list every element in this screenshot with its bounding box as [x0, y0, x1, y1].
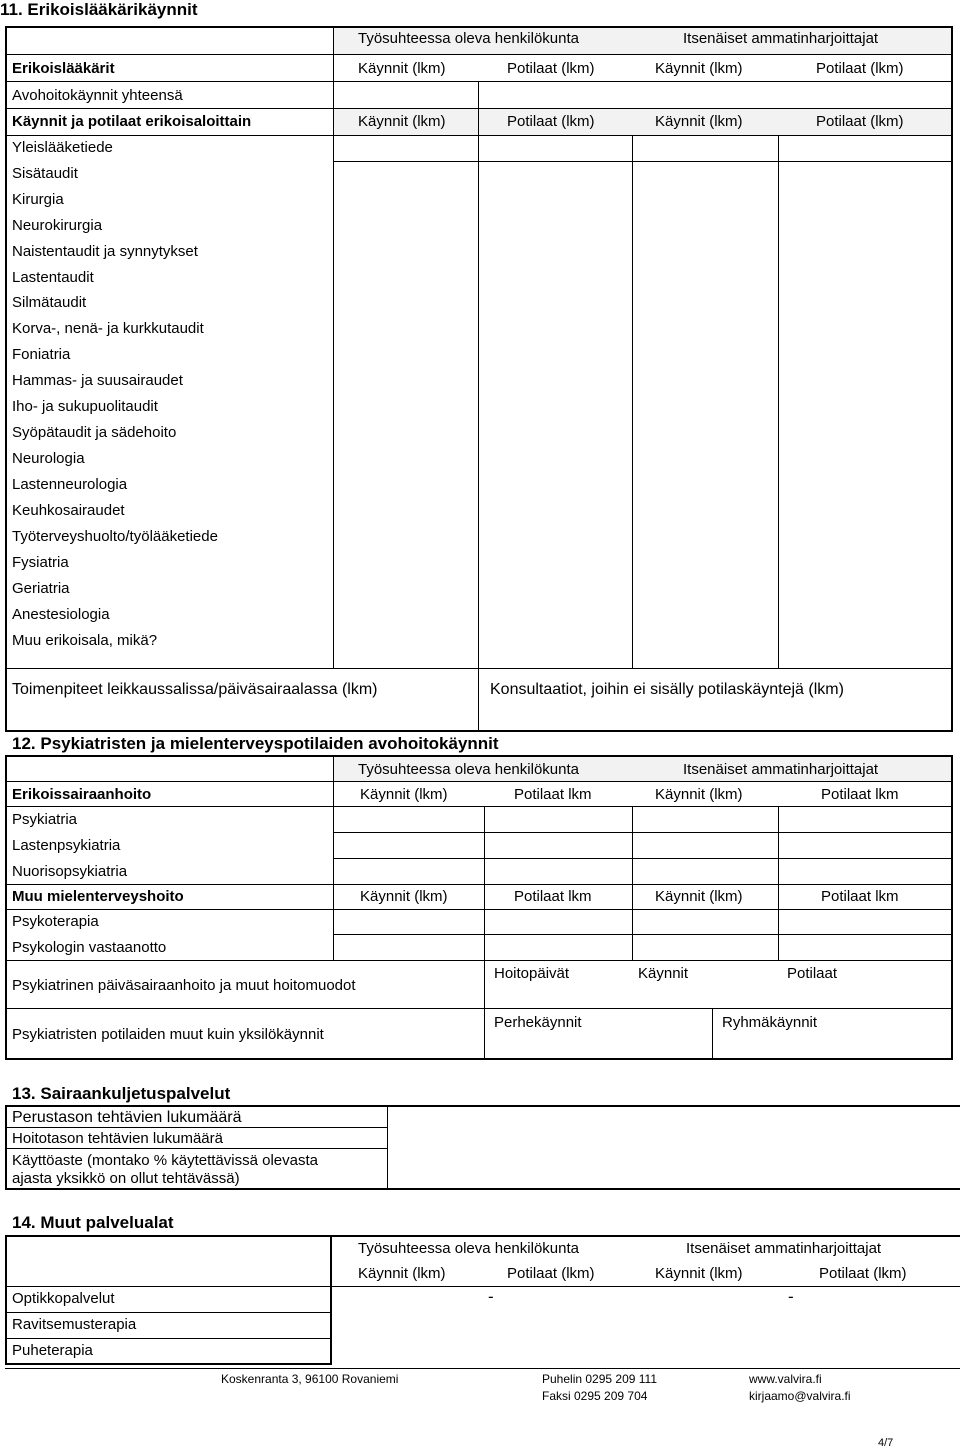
table-border-bottom: [5, 1058, 953, 1060]
row-rule: [6, 1338, 331, 1339]
col-rule: [632, 806, 633, 960]
procedures-label: Toimenpiteet leikkaussalissa/päiväsairaalassa (lkm): [12, 681, 378, 698]
specialty-label: Lastentaudit: [12, 269, 94, 286]
row-rule: [6, 960, 951, 961]
table-border-left: [5, 26, 7, 732]
section-11-title: 11. Erikoislääkärikäynnit: [0, 0, 198, 19]
col-potilaat: Potilaat (lkm): [507, 1265, 595, 1282]
perhekaynnit-label: Perhekäynnit: [494, 1014, 582, 1031]
specialty-label: Lastenneurologia: [12, 476, 128, 493]
col-kaynnit: Käynnit (lkm): [360, 888, 448, 905]
specialty-label: Neurokirurgia: [12, 217, 103, 234]
col-rule: [632, 135, 633, 668]
col-rule: [778, 135, 779, 668]
col-kaynnit: Käynnit (lkm): [360, 786, 448, 803]
service-label: Puheterapia: [12, 1342, 93, 1359]
basic-tasks-label: Perustason tehtävien lukumäärä: [12, 1109, 242, 1126]
header-independent: Itsenäiset ammatinharjoittajat: [683, 30, 879, 47]
potilaat-label: Potilaat: [787, 965, 838, 982]
col-rule: [387, 1105, 388, 1188]
specialty-label: Muu erikoisala, mikä?: [12, 632, 158, 649]
col-kaynnit: Käynnit (lkm): [655, 888, 743, 905]
specialty-label: Työterveyshuolto/työlääketiede: [12, 528, 218, 545]
consultations-label: Konsultaatiot, joihin ei sisälly potilaskäyntejä (lkm): [490, 681, 844, 698]
utilization-line2: ajasta yksikkö on ollut tehtävässä): [12, 1170, 240, 1187]
table-border-top: [5, 1105, 960, 1107]
specialty-label: Kirurgia: [12, 191, 64, 208]
table-border-left: [5, 1235, 7, 1365]
col-rule: [712, 1008, 713, 1058]
footer-rule: [5, 1368, 960, 1369]
row-rule: [6, 909, 951, 910]
row-rule: [333, 832, 951, 833]
row-rule: [6, 1286, 960, 1287]
specialty-label: Iho- ja sukupuolitaudit: [12, 398, 158, 415]
ryhmakaynnit-label: Ryhmäkäynnit: [722, 1014, 818, 1031]
specialty-label: Yleislääketiede: [12, 139, 113, 156]
other-visits-label: Psykiatristen potilaiden muut kuin yksilökäynnit: [12, 1026, 324, 1043]
col-potilaat: Potilaat (lkm): [819, 1265, 907, 1282]
specialty-label: Korva-, nenä- ja kurkkutaudit: [12, 320, 204, 337]
header-employed: Työsuhteessa oleva henkilökunta: [358, 1240, 579, 1257]
col-potilaat: Potilaat lkm: [514, 888, 592, 905]
col-potilaat: Potilaat (lkm): [816, 60, 904, 77]
col-potilaat: Potilaat (lkm): [507, 60, 595, 77]
header-employed: Työsuhteessa oleva henkilökunta: [358, 761, 579, 778]
col-potilaat: Potilaat lkm: [514, 786, 592, 803]
footer-web-link[interactable]: www.valvira.fi: [749, 1372, 822, 1386]
col-potilaat: Potilaat (lkm): [507, 113, 595, 130]
page-number: 4/7: [878, 1437, 894, 1449]
specialty-label: Hammas- ja suusairaudet: [12, 372, 183, 389]
psychiatry-label: Psykiatria: [12, 811, 78, 828]
header-employed: Työsuhteessa oleva henkilökunta: [358, 30, 579, 47]
psychiatry-label: Lastenpsykiatria: [12, 837, 121, 854]
table-border-top: [5, 755, 953, 757]
table-border-inner: [330, 1235, 332, 1365]
specialty-label: Fysiatria: [12, 554, 69, 571]
day-care-label: Psykiatrinen päiväsairaanhoito ja muut hoitomuodot: [12, 977, 356, 994]
row-label-by-specialty: Käynnit ja potilaat erikoisaloittain: [12, 113, 252, 130]
section-12-title: 12. Psykiatristen ja mielenterveyspotilaiden avohoitokäynnit: [12, 734, 499, 753]
row-label-specialist-care: Erikoissairaanhoito: [12, 786, 152, 803]
specialty-label: Sisätaudit: [12, 165, 78, 182]
row-label-specialists: Erikoislääkärit: [12, 60, 115, 77]
care-tasks-label: Hoitotason tehtävien lukumäärä: [12, 1130, 223, 1147]
row-rule: [6, 1148, 387, 1149]
col-kaynnit: Käynnit (lkm): [655, 1265, 743, 1282]
hoitopaivat-label: Hoitopäivät: [494, 965, 570, 982]
row-rule: [333, 934, 951, 935]
row-rule: [6, 54, 951, 55]
specialty-label: Anestesiologia: [12, 606, 110, 623]
psychiatry-label: Nuorisopsykiatria: [12, 863, 128, 880]
row-rule: [6, 1008, 951, 1009]
col-potilaat: Potilaat lkm: [821, 888, 899, 905]
footer-address: Koskenranta 3, 96100 Rovaniemi: [221, 1372, 399, 1386]
header-independent: Itsenäiset ammatinharjoittajat: [686, 1240, 882, 1257]
footer-phone: Puhelin 0295 209 111: [542, 1372, 657, 1386]
table-border-bottom: [5, 1363, 332, 1365]
row-label-total: Avohoitokäynnit yhteensä: [12, 87, 183, 104]
specialty-label: Syöpätaudit ja sädehoito: [12, 424, 177, 441]
row-label-other-mental: Muu mielenterveyshoito: [12, 888, 184, 905]
service-label: Ravitsemusterapia: [12, 1316, 137, 1333]
specialty-label: Neurologia: [12, 450, 85, 467]
footer-email-link[interactable]: kirjaamo@valvira.fi: [749, 1389, 851, 1403]
specialty-label: Foniatria: [12, 346, 71, 363]
table-border-right: [951, 26, 953, 732]
col-kaynnit: Käynnit (lkm): [655, 60, 743, 77]
col-kaynnit: Käynnit (lkm): [358, 60, 446, 77]
dash-employed: -: [488, 1287, 494, 1306]
specialty-label: Keuhkosairaudet: [12, 502, 125, 519]
col-rule: [478, 81, 479, 730]
other-label: Psykologin vastaanotto: [12, 939, 167, 956]
col-rule: [333, 756, 334, 960]
col-rule: [484, 806, 485, 1058]
table-border-top: [5, 1235, 960, 1237]
row-rule: [333, 161, 951, 162]
specialty-label: Silmätaudit: [12, 294, 87, 311]
col-potilaat: Potilaat (lkm): [816, 113, 904, 130]
col-kaynnit: Käynnit (lkm): [655, 786, 743, 803]
col-potilaat: Potilaat lkm: [821, 786, 899, 803]
table-border-top: [5, 26, 953, 28]
header-independent: Itsenäiset ammatinharjoittajat: [683, 761, 879, 778]
col-kaynnit: Käynnit (lkm): [358, 113, 446, 130]
section-14-title: 14. Muut palvelualat: [12, 1213, 174, 1232]
col-rule: [778, 806, 779, 960]
row-rule: [333, 858, 951, 859]
col-kaynnit: Käynnit (lkm): [655, 113, 743, 130]
specialty-label: Naistentaudit ja synnytykset: [12, 243, 198, 260]
table-border-right: [951, 755, 953, 1060]
footer-fax: Faksi 0295 209 704: [542, 1389, 648, 1403]
table-border-bottom: [5, 1188, 960, 1190]
row-rule: [6, 884, 951, 885]
row-rule: [6, 806, 951, 807]
col-kaynnit: Käynnit (lkm): [358, 1265, 446, 1282]
col-rule: [333, 27, 334, 668]
row-rule: [6, 1127, 387, 1128]
kaynnit-label: Käynnit: [638, 965, 689, 982]
table-border-left: [5, 755, 7, 1060]
specialty-label: Geriatria: [12, 580, 70, 597]
row-rule: [6, 781, 951, 782]
table-border-bottom: [5, 730, 953, 732]
service-label: Optikkopalvelut: [12, 1290, 115, 1307]
row-rule: [6, 1312, 331, 1313]
other-label: Psykoterapia: [12, 913, 99, 930]
utilization-line1: Käyttöaste (montako % käytettävissä olevasta: [12, 1152, 318, 1169]
dash-independent: -: [788, 1287, 794, 1306]
section-13-title: 13. Sairaankuljetuspalvelut: [12, 1084, 231, 1103]
